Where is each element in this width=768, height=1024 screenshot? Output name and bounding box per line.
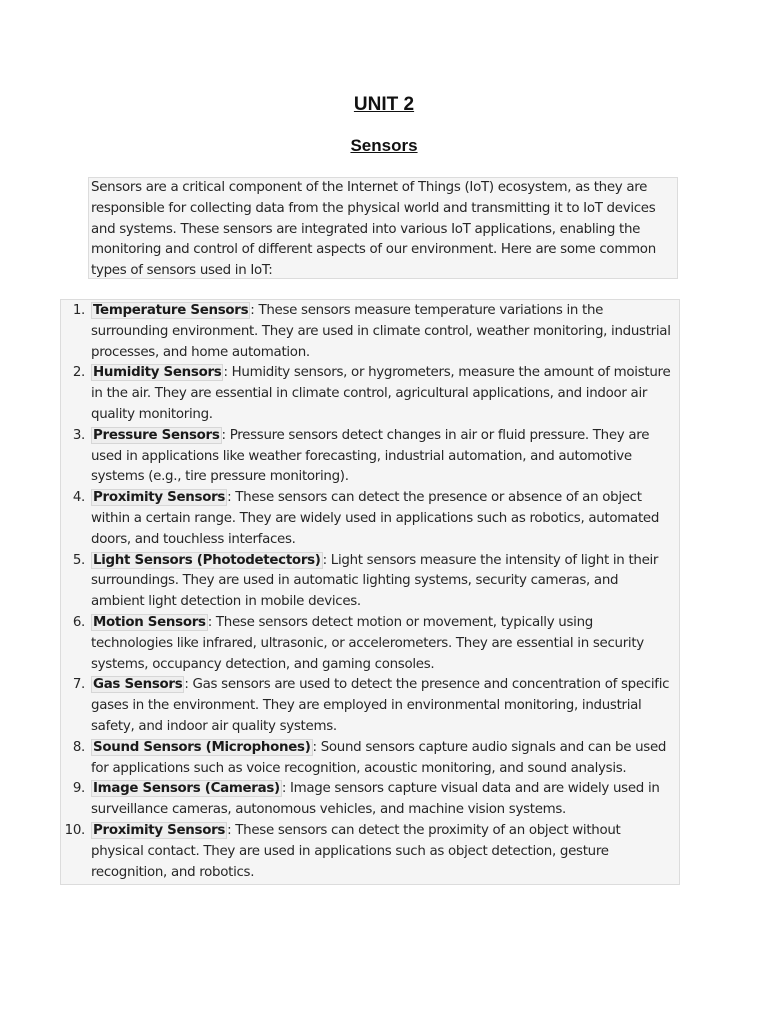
sensor-description: : These sensors can detect the proximity of an object without physical contact. They are used in applications such as object detection, gesture recognition, and robotics. — [91, 822, 621, 880]
sensor-description: : Light sensors measure the intensity of light in their surroundings. They are used in automatic lighting systems, security cameras, and ambient light detection in mobile devices. — [91, 552, 659, 610]
sensor-term: Image Sensors (Cameras) — [93, 781, 280, 797]
sensor-list — [60, 299, 680, 885]
list-number: 10. — [64, 822, 85, 838]
list-number: 1. — [72, 303, 85, 318]
sensor-term: Pressure Sensors — [93, 427, 220, 443]
sensor-description: : Humidity sensors, or hygrometers, measure the amount of moisture in the air. They are essential in climate control, agricultural applications, and indoor air quality monitoring. — [91, 365, 671, 422]
list-item — [61, 675, 679, 737]
sensor-term: Sound Sensors (Microphones) — [93, 739, 311, 755]
list-item — [61, 363, 679, 425]
sensor-term: Light Sensors (Photodetectors) — [93, 552, 321, 568]
unit-heading: UNIT 2 — [353, 94, 415, 115]
section-heading: Sensors — [350, 136, 418, 155]
list-item — [61, 613, 679, 675]
list-number: 4. — [72, 490, 85, 506]
sensor-description: : Gas sensors are used to detect the presence and concentration of specific gases in the environment. They are employed in environmental monitoring, industrial safety, and indoor air quality systems. — [91, 677, 670, 734]
list-number: 9. — [72, 781, 85, 797]
list-item — [61, 426, 679, 488]
sensor-term: Proximity Sensors — [93, 822, 226, 838]
list-number: 8. — [72, 739, 85, 755]
intro-paragraph: Sensors are a critical component of the Internet of Things (IoT) ecosystem, as they are responsible for collecting data from the physical world and transmitting it to IoT devices and systems. These sensors are integrated into various IoT applications, enabling the monitoring and control of different aspects of our environment. Here are some common types of sensors used in IoT: — [88, 177, 678, 279]
list-item — [61, 301, 679, 363]
sensor-term: Humidity Sensors — [93, 365, 222, 381]
sensor-description: : These sensors measure temperature variations in the surrounding environment. They are used in climate control, weather monitoring, industrial processes, and home automation. — [91, 303, 671, 360]
list-number: 7. — [72, 677, 85, 693]
list-item — [61, 551, 679, 613]
sensor-description: : These sensors detect motion or movement, typically using technologies like infrared, ultrasonic, or accelerometers. They are essential in security systems, occupancy detection, and gaming consoles. — [91, 614, 644, 672]
list-number: 3. — [72, 427, 85, 443]
sensor-term: Proximity Sensors — [93, 490, 226, 506]
sensor-term: Temperature Sensors — [93, 303, 249, 318]
list-number: 6. — [72, 614, 85, 630]
sensor-description: : These sensors can detect the presence or absence of an object within a certain range. They are widely used in applications such as robotics, automated doors, and touchless interfaces. — [91, 490, 660, 547]
list-number: 5. — [72, 552, 85, 568]
list-item — [61, 738, 679, 780]
list-item — [61, 779, 679, 821]
sensor-description: : Sound sensors capture audio signals and can be used for applications such as voice recognition, acoustic monitoring, and sound analysis. — [91, 739, 667, 776]
sensor-description: : Pressure sensors detect changes in air or fluid pressure. They are used in applications like weather forecasting, industrial automation, and automotive systems (e.g., tire pressure monitoring). — [91, 427, 650, 485]
list-number: 2. — [72, 365, 85, 381]
list-item — [61, 821, 679, 883]
sensor-description: : Image sensors capture visual data and are widely used in surveillance cameras, autonomous vehicles, and machine vision systems. — [91, 781, 660, 818]
list-item — [61, 488, 679, 550]
sensor-term: Motion Sensors — [93, 614, 206, 630]
sensor-term: Gas Sensors — [93, 677, 183, 693]
